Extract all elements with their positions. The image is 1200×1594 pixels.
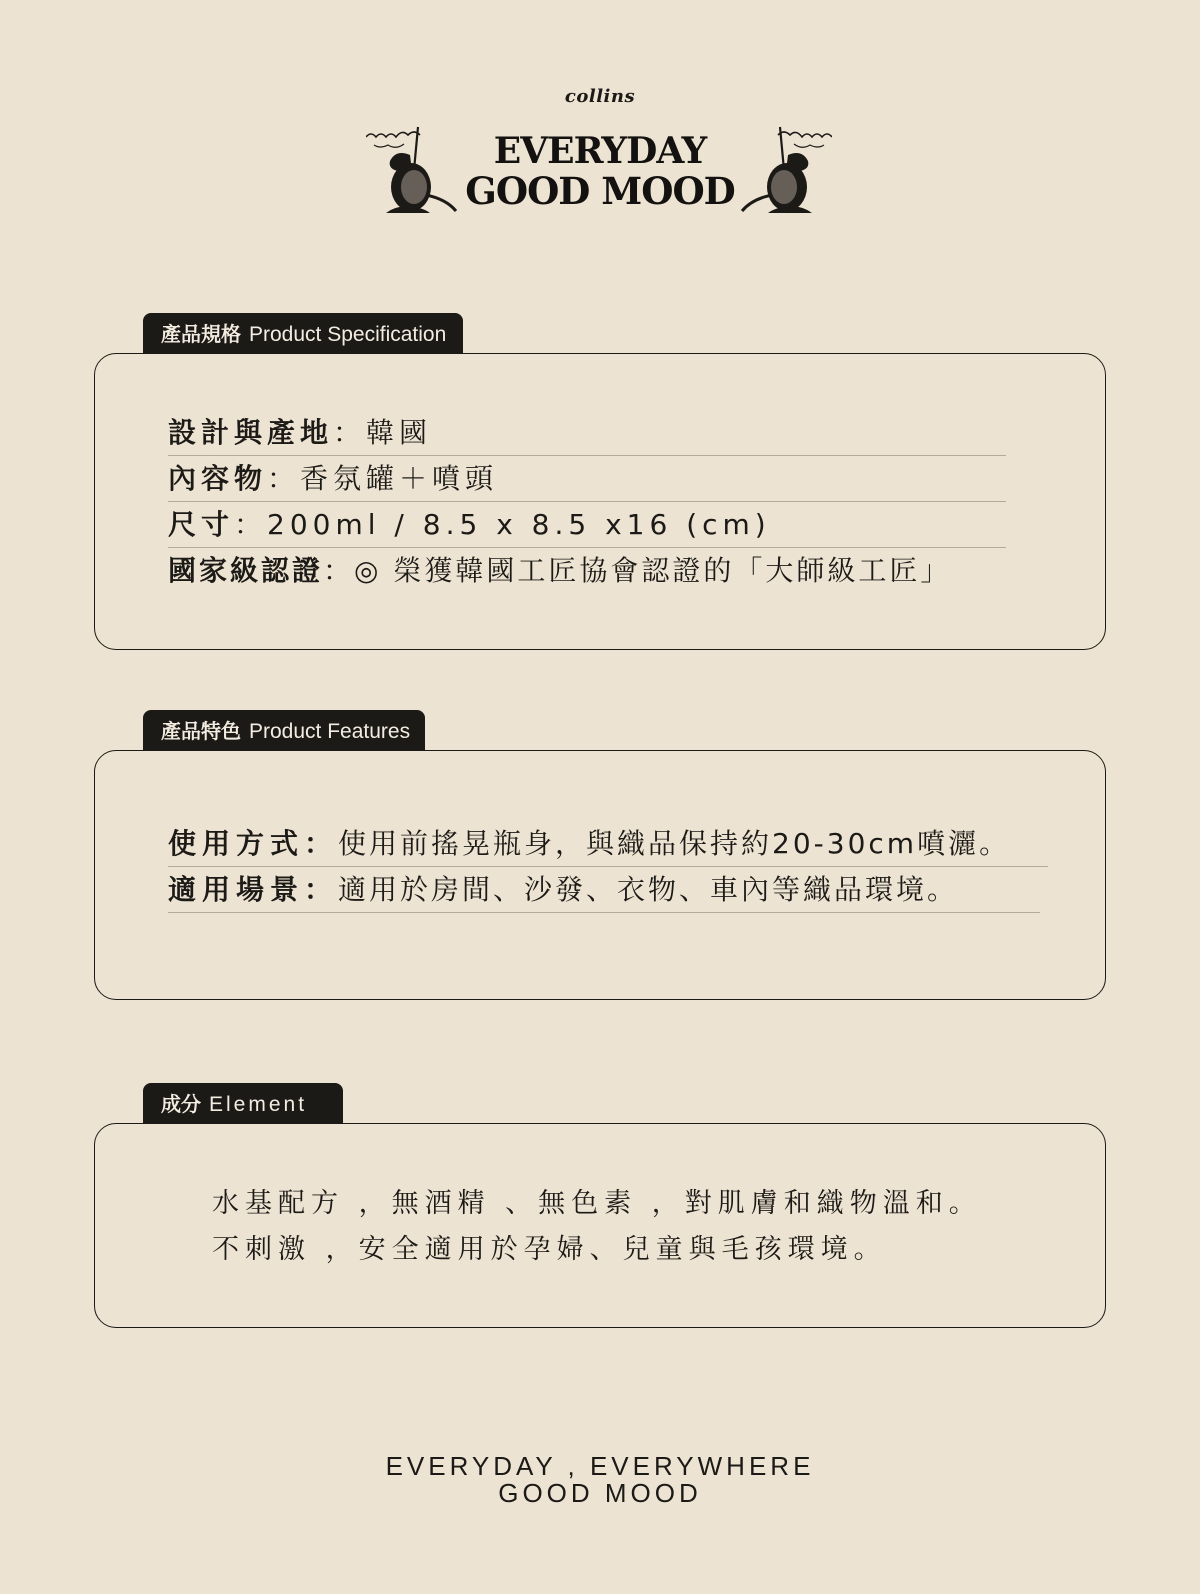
spec-row: [168, 549, 951, 593]
feature-row: [168, 868, 1040, 913]
spec-separator: ：: [333, 416, 367, 449]
spec-label: 國家級認證: [168, 554, 324, 587]
tab-label-en: Product Specification: [249, 323, 447, 346]
spec-separator: ：: [323, 554, 355, 587]
spec-value: 韓國: [366, 416, 433, 449]
spec-row: [168, 503, 1006, 548]
dog-mascot-icon: [366, 125, 466, 220]
feature-value: 適用於房間、沙發、衣物、車內等織品環境。: [338, 873, 959, 906]
header: [0, 0, 1200, 240]
tab-element: [143, 1083, 343, 1123]
spec-separator: ：: [234, 508, 268, 541]
footer-tagline-2: GOOD MOOD: [498, 1478, 702, 1508]
spec-value: ◎ 榮獲韓國工匠協會認證的「大師級工匠」: [354, 554, 952, 587]
tab-product-features: [143, 710, 425, 750]
spec-separator: ：: [267, 462, 301, 495]
tab-label-zh: 產品特色: [161, 719, 241, 743]
spec-row: [168, 457, 1006, 502]
feature-row: [168, 822, 1048, 867]
title-line-1: EVERYDAY: [493, 130, 707, 172]
spec-value: 香氛罐＋噴頭: [300, 462, 499, 495]
spec-label: 內容物: [168, 462, 268, 495]
spec-label: 尺寸: [168, 508, 235, 541]
element-line: 不刺激 ，安全適用於孕婦、兒童與毛孩環境。: [212, 1234, 887, 1265]
spec-value: 200ml / 8.5 x 8.5 x16 (cm): [267, 508, 771, 541]
tab-label-zh: 成分: [161, 1092, 201, 1116]
feature-value: 使用前搖晃瓶身，與織品保持約20-30cm噴灑。: [338, 827, 1011, 860]
brand-logo: collins: [564, 86, 636, 107]
dog-mascot-icon: [732, 125, 832, 220]
tab-label-zh: 產品規格: [161, 322, 241, 346]
feature-separator: ：: [304, 873, 339, 906]
footer-tagline: EVERYDAY , EVERYWHERE: [385, 1451, 815, 1481]
element-line: 水基配方 ，無酒精 、無色素 ，對肌膚和織物溫和。: [212, 1188, 982, 1219]
tab-label-en: Product Features: [249, 720, 411, 743]
feature-separator: ：: [304, 827, 339, 860]
feature-label: 使用方式: [168, 827, 305, 860]
feature-label: 適用場景: [168, 873, 305, 906]
tab-product-specification: [143, 313, 463, 353]
title-line-2: GOOD MOOD: [465, 169, 735, 213]
spec-row: [168, 411, 1006, 456]
tab-label-en: Element: [209, 1093, 308, 1116]
spec-label: 設計與產地: [168, 416, 334, 449]
